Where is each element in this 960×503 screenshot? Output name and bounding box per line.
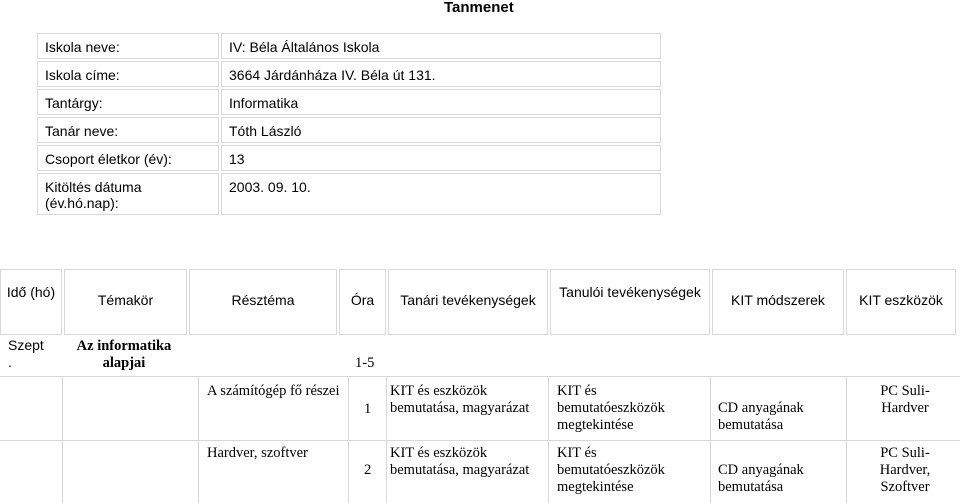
kit-tool-cell: PC Suli-Hardver, Szoftver (879, 445, 931, 495)
kit-method-cell: CD anyagának bemutatása (718, 400, 804, 433)
kit-tool-cell: PC Suli-Hardver (880, 383, 930, 416)
info-label-group-age: Csoport életkor (év): (37, 145, 219, 171)
student-activity-cell: KIT és bemutatóeszközök megtekintése (557, 383, 665, 433)
col-header-subtopic: Résztéma (189, 269, 337, 335)
info-value-school-address: 3664 Járdánháza IV. Béla út 131. (221, 61, 661, 87)
info-label-school-name: Iskola neve: (37, 33, 219, 59)
hours-cell: 1 (364, 401, 372, 417)
kit-method-cell: CD anyagának bemutatása (718, 462, 804, 495)
col-header-student-activities: Tanulói tevékenységek (550, 269, 710, 335)
table-row (0, 440, 960, 441)
subtopic-cell: Hardver, szoftver (207, 445, 308, 461)
col-header-time: Idő (hó) (0, 269, 62, 335)
teacher-activity-cell: KIT és eszközök bemutatása, magyarázat (390, 383, 530, 416)
subtopic-cell: A számítógép fő részei (207, 383, 340, 399)
topic-hours-cell: 1-5 (355, 355, 375, 371)
info-value-teacher: Tóth László (221, 117, 661, 143)
col-header-teacher-activities: Tanári tevékenységek (388, 269, 548, 335)
student-activity-cell: KIT és bemutatóeszközök megtekintése (557, 445, 665, 495)
info-label-fill-date: Kitöltés dátuma (év.hó.nap): (37, 173, 219, 215)
info-value-fill-date: 2003. 09. 10. (221, 173, 661, 215)
info-value-subject: Informatika (221, 89, 661, 115)
col-header-topic: Témakör (64, 269, 187, 335)
month-cell: Szept . (8, 337, 44, 370)
info-value-school-name: IV: Béla Általános Iskola (221, 33, 661, 59)
table-row (0, 376, 960, 377)
info-label-subject: Tantárgy: (37, 89, 219, 115)
col-header-hours: Óra (339, 269, 386, 335)
col-header-kit-tools: KIT eszközök (846, 269, 956, 335)
col-header-kit-methods: KIT módszerek (712, 269, 844, 335)
info-label-school-address: Iskola címe: (37, 61, 219, 87)
schedule-header (0, 269, 956, 335)
info-value-group-age: 13 (221, 145, 661, 171)
info-label-teacher: Tanár neve: (37, 117, 219, 143)
topic-cell: Az informatika alapjai (76, 338, 172, 371)
teacher-activity-cell: KIT és eszközök bemutatása, magyarázat (390, 445, 530, 478)
hours-cell: 2 (364, 462, 372, 478)
